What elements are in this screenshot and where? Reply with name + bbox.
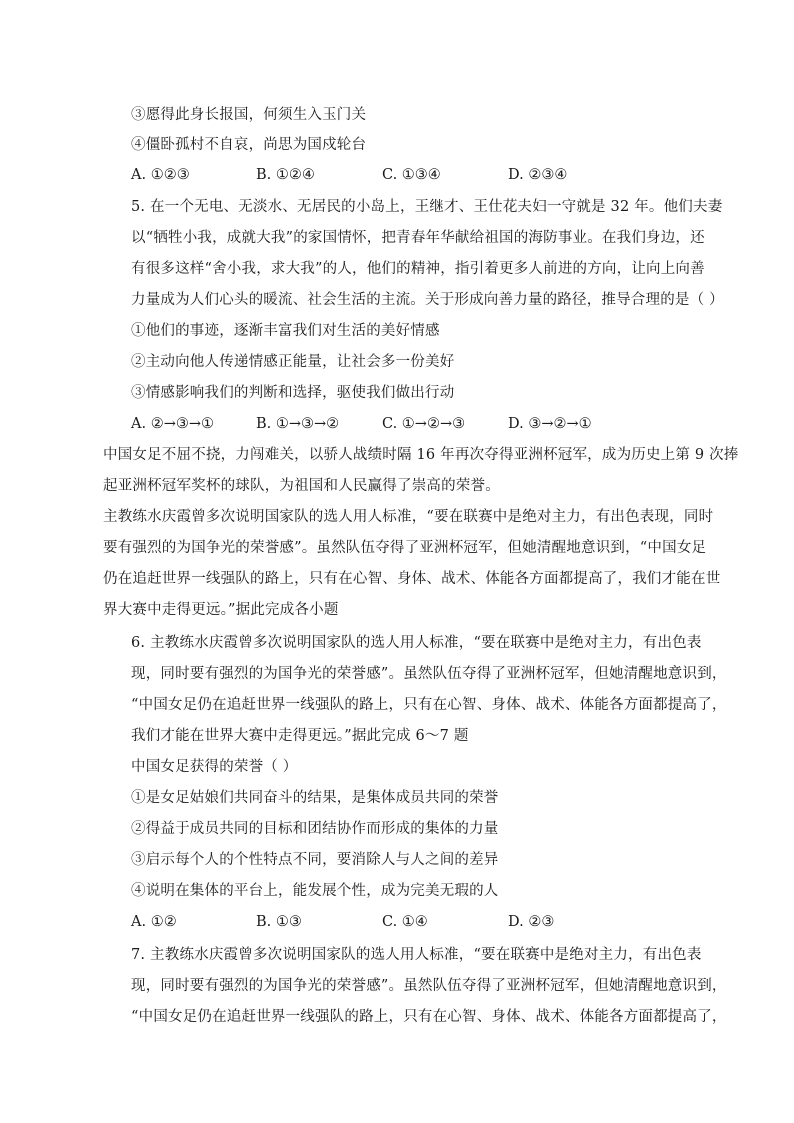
q5-option-c: C. ①→②→③ xyxy=(382,416,466,432)
q5-item-1: ①他们的事迹，逐渐丰富我们对生活的美好情感 xyxy=(131,323,440,339)
q6-stem-line-1: 6. 主教练水庆霞曾多次说明国家队的选人用人标准，“要在联赛中是绝对主力，有出色表 xyxy=(131,635,702,651)
q6-option-b: B. ①③ xyxy=(256,914,302,930)
q4-option-a: A. ①②③ xyxy=(131,167,190,183)
q4-option-b: B. ①②④ xyxy=(256,167,315,183)
material-line-3: 主教练水庆霞曾多次说明国家队的选人用人标准，“要在联赛中是绝对主力，有出色表现，同时 xyxy=(103,509,714,525)
material-line-1: 中国女足不屈不挠，力闯难关，以骄人战绩时隔 16 年再次夺得亚洲杯冠军，成为历史上第 9 次捧 xyxy=(103,447,739,463)
q6-stem-line-2: 现，同时要有强烈的为国争光的荣誉感”。虽然队伍夺得了亚洲杯冠军，但她清醒地意识到， xyxy=(131,666,727,682)
q4-item-3: ③愿得此身长报国，何须生入玉门关 xyxy=(131,107,367,123)
q5-item-2: ②主动向他人传递情感正能量，让社会多一份美好 xyxy=(131,354,455,370)
q5-stem-line-1: 5. 在一个无电、无淡水、无居民的小岛上，王继才、王仕花夫妇一守就是 32 年。他们夫妻 xyxy=(131,199,723,215)
q6-item-2: ②得益于成员共同的目标和团结协作而形成的集体的力量 xyxy=(131,821,499,837)
q4-option-c: C. ①③④ xyxy=(382,167,441,183)
q6-item-4: ④说明在集体的平台上，能发展个性，成为完美无瑕的人 xyxy=(131,883,499,899)
material-line-2: 起亚洲杯冠军奖杯的球队，为祖国和人民赢得了崇高的荣誉。 xyxy=(103,478,500,494)
q6-item-1: ①是女足姑娘们共同奋斗的结果，是集体成员共同的荣誉 xyxy=(131,790,499,806)
q5-stem-line-3: 有很多这样“舍小我，求大我”的人，他们的精神，指引着更多人前进的方向，让向上向善 xyxy=(131,261,705,277)
q6-stem-line-3: “中国女足仍在追赶世界一线强队的路上，只有在心智、身体、战术、体能各方面都提高了， xyxy=(131,697,727,713)
q6-question: 中国女足获得的荣誉（ ） xyxy=(131,759,298,775)
q5-option-d: D. ③→②→① xyxy=(508,416,592,432)
q6-option-a: A. ①② xyxy=(131,914,177,930)
q5-option-b: B. ①→③→② xyxy=(256,416,340,432)
q5-item-3: ③情感影响我们的判断和选择，驱使我们做出行动 xyxy=(131,385,455,401)
q6-item-3: ③启示每个人的个性特点不同，要消除人与人之间的差异 xyxy=(131,852,499,868)
q6-option-d: D. ②③ xyxy=(508,914,555,930)
q4-option-d: D. ②③④ xyxy=(508,167,568,183)
material-line-6: 界大赛中走得更远。”据此完成各小题 xyxy=(103,602,339,618)
q5-stem-line-2: 以“牺牲小我，成就大我”的家国情怀，把青春年华献给祖国的海防事业。在我们身边，还 xyxy=(131,230,705,246)
q5-stem-line-4: 力量成为人们心头的暖流、社会生活的主流。关于形成向善力量的路径，推导合理的是（ ） xyxy=(131,292,724,308)
q7-stem-line-3: “中国女足仍在追赶世界一线强队的路上，只有在心智、身体、战术、体能各方面都提高了， xyxy=(131,1009,727,1025)
q6-stem-line-4: 我们才能在世界大赛中走得更远。”据此完成 6～7 题 xyxy=(131,728,469,744)
q4-item-4: ④僵卧孤村不自哀，尚思为国戍轮台 xyxy=(131,137,367,153)
q5-option-a: A. ②→③→① xyxy=(131,416,214,432)
material-line-4: 要有强烈的为国争光的荣誉感”。虽然队伍夺得了亚洲杯冠军，但她清醒地意识到，“中国女足 xyxy=(103,540,707,556)
material-line-5: 仍在追赶世界一线强队的路上，只有在心智、身体、战术、体能各方面都提高了，我们才能在世 xyxy=(103,571,721,587)
q7-stem-line-1: 7. 主教练水庆霞曾多次说明国家队的选人用人标准，“要在联赛中是绝对主力，有出色表 xyxy=(131,947,702,963)
q6-option-c: C. ①④ xyxy=(382,914,428,930)
q7-stem-line-2: 现，同时要有强烈的为国争光的荣誉感”。虽然队伍夺得了亚洲杯冠军，但她清醒地意识到， xyxy=(131,978,727,994)
